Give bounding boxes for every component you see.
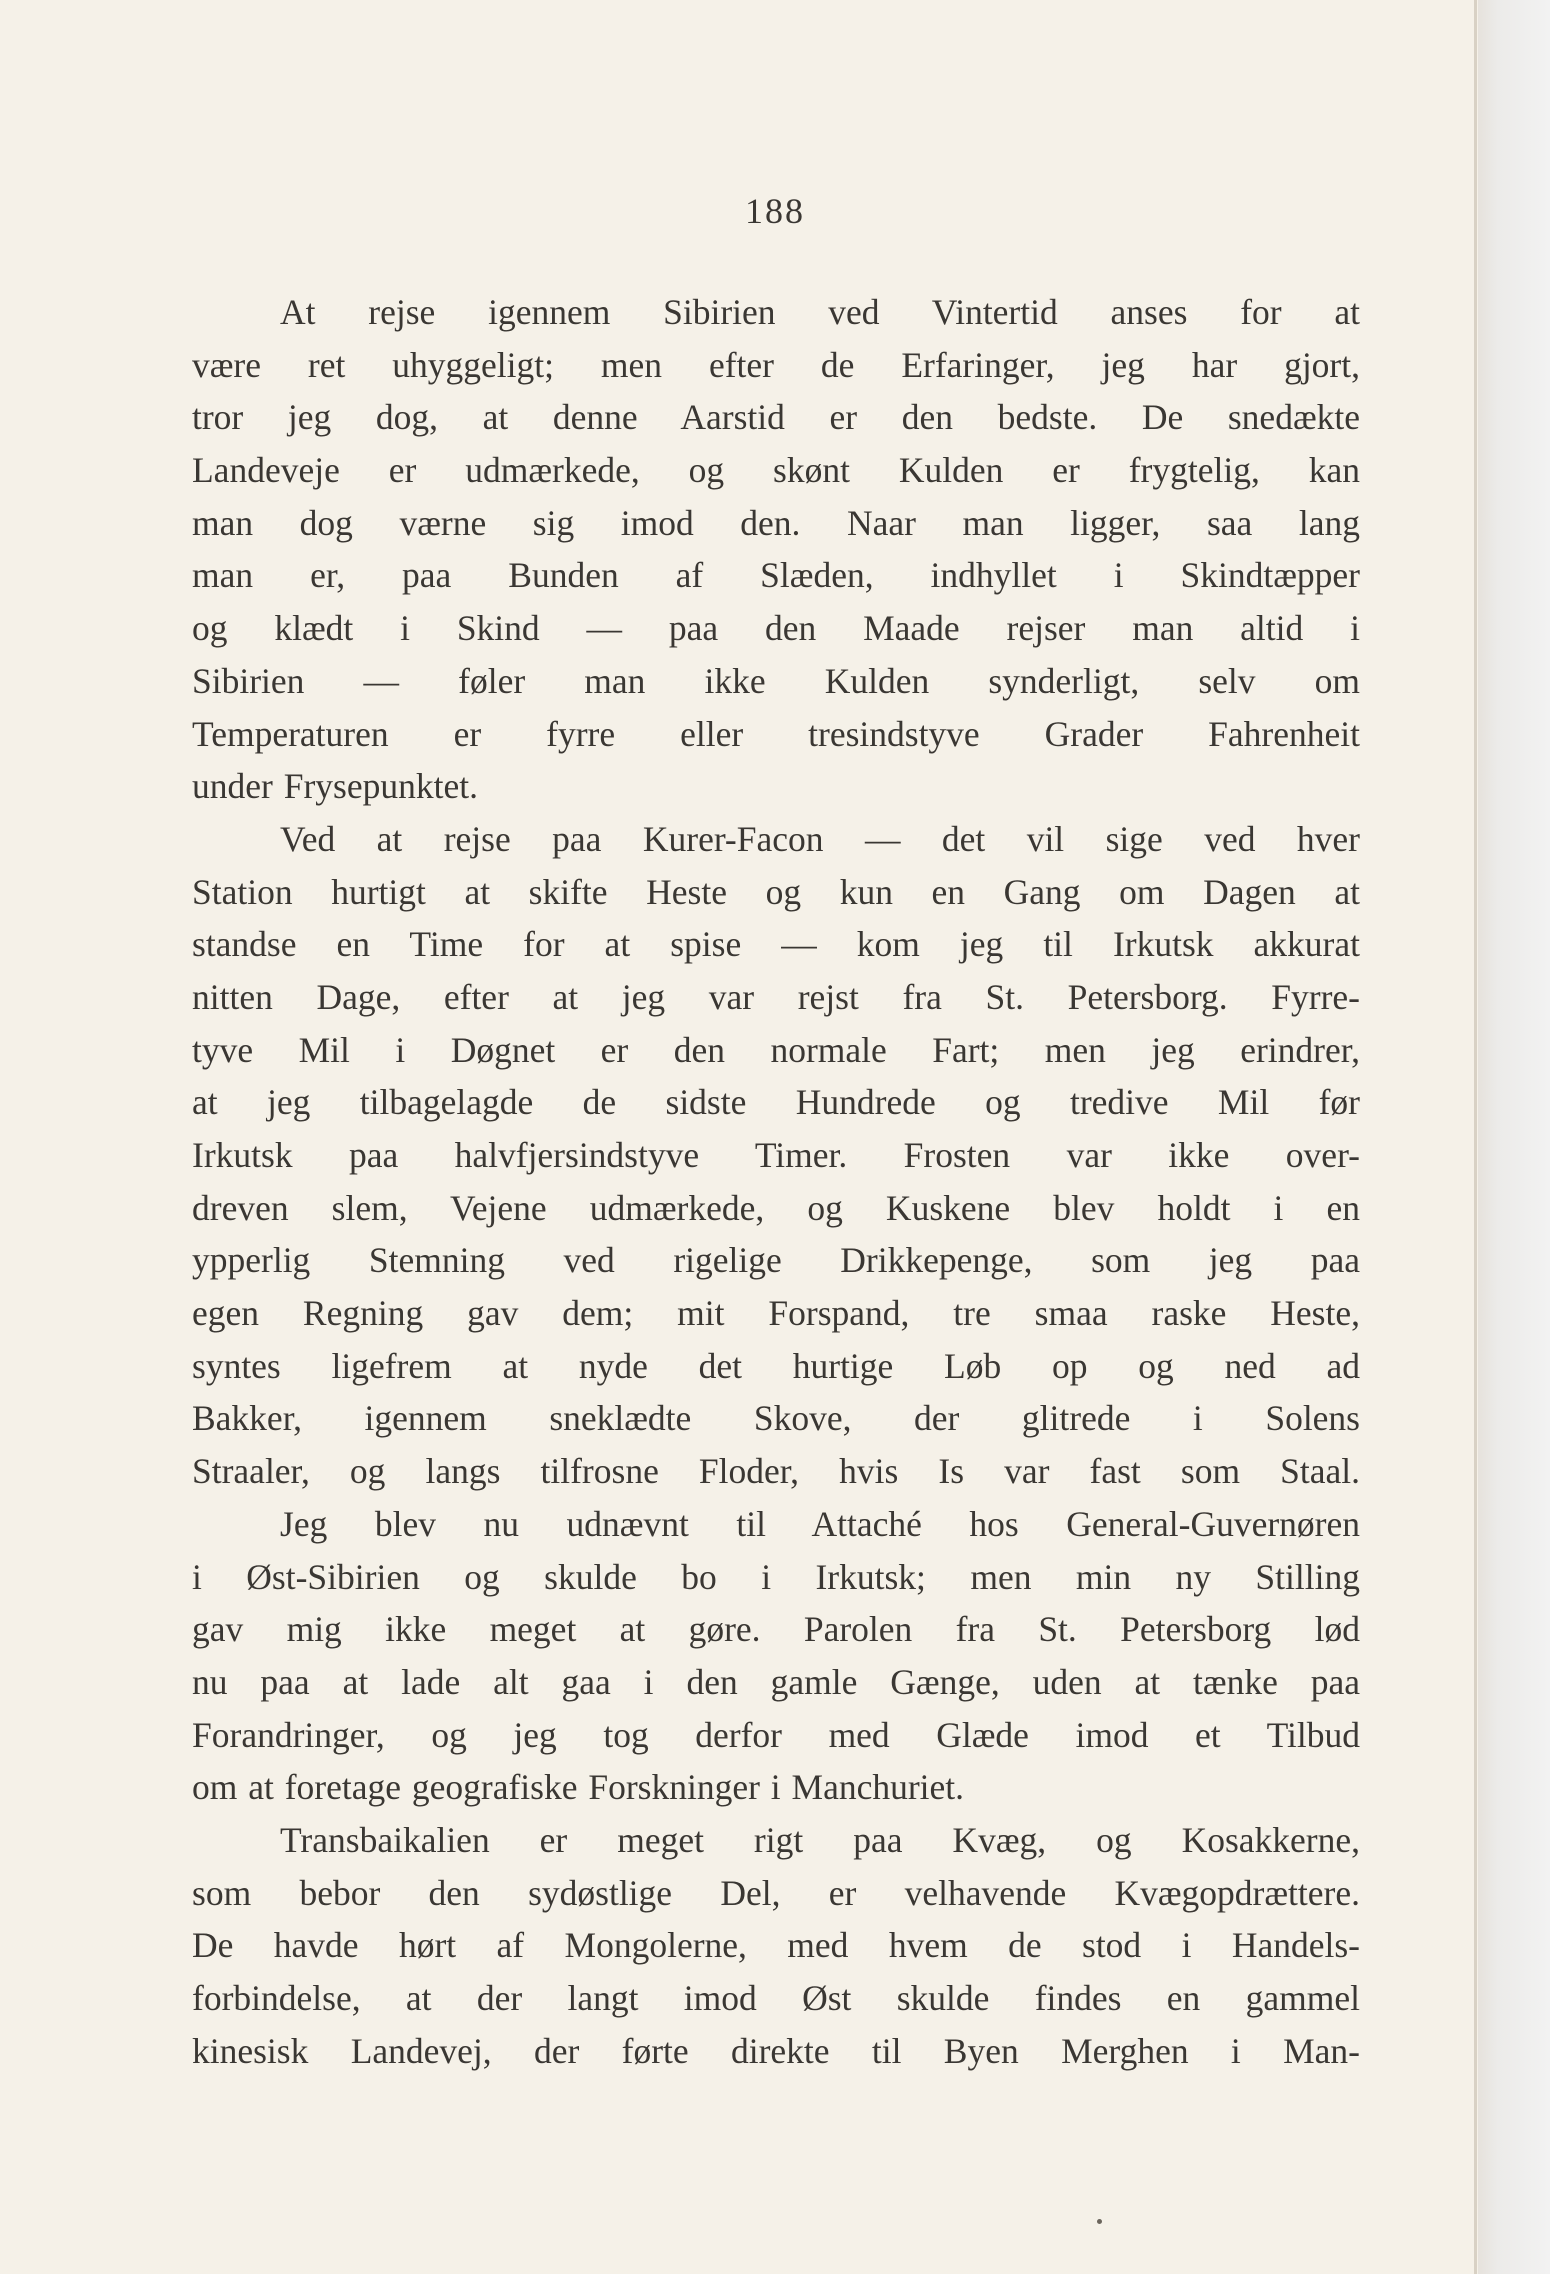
text-line: om at foretage geografiske Forskninger i Manchuriet. — [192, 1767, 965, 1808]
text-line: dreven slem, Vejene udmærkede, og Kuskene blev holdt i en — [192, 1187, 1360, 1228]
text-line: Forandringer, og jeg tog derfor med Glæde imod et Tilbud — [192, 1714, 1360, 1755]
text-line: forbindelse, at der langt imod Øst skulde findes en gammel — [192, 1978, 1360, 2018]
text-line: syntes ligefrem at nyde det hurtige Løb op og ned ad — [192, 1345, 1360, 1386]
text-line: som bebor den sydøstlige Del, er velhavende Kvægopdrættere. — [192, 1872, 1360, 1913]
text-line: Jeg blev nu udnævnt til Attaché hos General-Guvernøren — [280, 1503, 1360, 1544]
scan-margin — [1478, 0, 1550, 2274]
text-line: tyve Mil i Døgnet er den normale Fart; men jeg erindrer, — [192, 1029, 1360, 1070]
body-text — [192, 286, 1360, 2077]
text-line: De havde hørt af Mongolerne, med hvem de stod i Handels- — [192, 1925, 1360, 1966]
text-line: nu paa at lade alt gaa i den gamle Gænge, uden at tænke paa — [192, 1661, 1360, 1702]
text-line: Temperaturen er fyrre eller tresindstyve Grader Fahrenheit — [192, 713, 1360, 754]
text-line: Sibirien — føler man ikke Kulden synderligt, selv om — [192, 660, 1360, 701]
text-line: gav mig ikke meget at gøre. Parolen fra St. Petersborg lød — [192, 1609, 1360, 1650]
text-line: ypperlig Stemning ved rigelige Drikkepenge, som jeg paa — [192, 1240, 1360, 1281]
text-line: egen Regning gav dem; mit Forspand, tre smaa raske Heste, — [192, 1293, 1360, 1334]
text-line: Straaler, og langs tilfrosne Floder, hvis Is var fast som Staal. — [192, 1451, 1360, 1492]
text-line: under Frysepunktet. — [192, 766, 478, 807]
ink-speck — [1097, 2219, 1102, 2224]
text-line: nitten Dage, efter at jeg var rejst fra St. Petersborg. Fyrre- — [192, 976, 1360, 1017]
text-line: at jeg tilbagelagde de sidste Hundrede og tredive Mil før — [192, 1082, 1360, 1123]
text-line: og klædt i Skind — paa den Maade rejser man altid i — [192, 608, 1360, 649]
text-line: i Øst-Sibirien og skulde bo i Irkutsk; men min ny Stilling — [192, 1556, 1360, 1597]
text-line: Bakker, igennem sneklædte Skove, der glitrede i Solens — [192, 1398, 1360, 1439]
page-number: 188 — [745, 191, 805, 231]
text-line: Station hurtigt at skifte Heste og kun en Gang om Dagen at — [192, 871, 1360, 912]
text-line: Landeveje er udmærkede, og skønt Kulden er frygtelig, kan — [192, 450, 1360, 491]
text-line: tror jeg dog, at denne Aarstid er den bedste. De snedækte — [192, 397, 1360, 438]
text-line: være ret uhyggeligt; men efter de Erfaringer, jeg har gjort, — [192, 344, 1360, 385]
text-line: man er, paa Bunden af Slæden, indhyllet i Skindtæpper — [192, 555, 1360, 596]
page-edge-shadow — [1474, 0, 1477, 2274]
text-line: Irkutsk paa halvfjersindstyve Timer. Frosten var ikke over- — [192, 1135, 1360, 1175]
text-line: Transbaikalien er meget rigt paa Kvæg, og Kosakkerne, — [280, 1819, 1360, 1860]
text-line: man dog værne sig imod den. Naar man ligger, saa lang — [192, 502, 1360, 543]
text-line: standse en Time for at spise — kom jeg til Irkutsk akkurat — [192, 924, 1360, 965]
text-line: At rejse igennem Sibirien ved Vintertid anses for at — [280, 292, 1360, 332]
text-line: Ved at rejse paa Kurer-Facon — det vil sige ved hver — [280, 818, 1360, 859]
text-line: kinesisk Landevej, der førte direkte til Byen Merghen i Man- — [192, 2030, 1360, 2071]
